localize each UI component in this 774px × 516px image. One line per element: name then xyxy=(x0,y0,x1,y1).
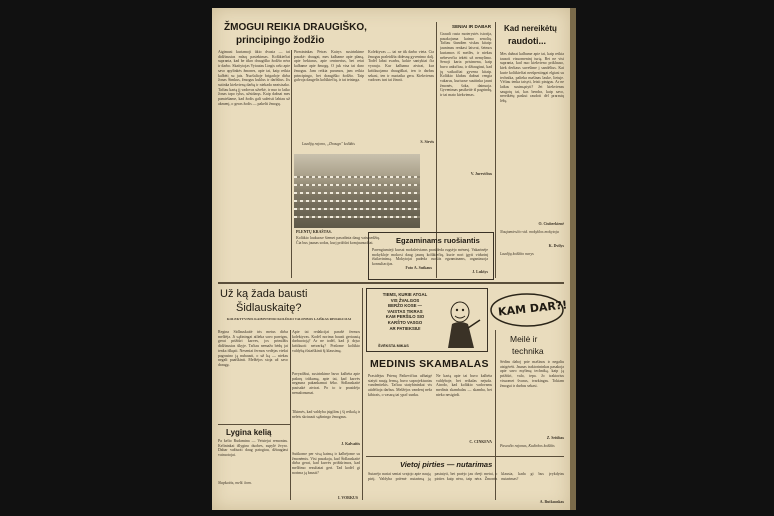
column3-author-note: Naujamiesčio vid. mokyklos mokytoja xyxy=(500,230,559,234)
meile-author-note: Pasvalio rajonas, Kudirkos kolūkis xyxy=(500,444,555,448)
lygina-text: Pa kelio Rudamina — Veisiejai remontas. Kelininkai išlygino duobes, supylė žvyro. Dabar važiuoti daug patogiau, džiaugiasi vairuotojai. xyxy=(218,439,288,458)
article-headline-line2: principingo žodžio xyxy=(236,35,325,46)
bausti-signature: J. Kalvaitis xyxy=(341,442,360,446)
photo-caption-title: PLENTŲ KRAŠTAS. xyxy=(296,230,332,234)
box-divider xyxy=(218,424,290,425)
exam-box-title: Egzaminams ruošiantis xyxy=(396,236,480,245)
vietoj-headline: Vietoj pirties — nutarimas xyxy=(400,460,493,469)
bausti-text-col1: Regina Šidlauskaitė tris metus dirba melžėja. Ji sąžiningai atlieka savo pareigas, gerai prižiūri karves, jos primilžis didžiausias ūkyje. Tačiau nemaža bėdų jai tenka iškęsti. Neseniai fermos vedėjas viešai pagrasino ją nubausti, o už ką — niekas negali paaiškinti. Melžėjos stoja už savo draugę. xyxy=(218,330,288,367)
satire-line: AR PATIEKSIU! xyxy=(389,325,421,331)
satire-line: TIEMS, KURIE ATGAL xyxy=(382,292,428,297)
column-divider xyxy=(362,288,363,500)
column-divider xyxy=(495,22,496,278)
article1-text-col2: Pirmininkas Petras Kairys susirinkime pasakė: draugai, mes kalbame apie planą, apie hektarus, apie centnerius, bet retai kalbame apie žmogų. O juk visa tai daro žmogus. Jam reikia paramos, jam reikia principingo, bet draugiško žodžio. Taip galvoja daugelis kolūkiečių, ir tai teisinga. xyxy=(294,50,364,83)
satire-line: VAISTAS TIKRAS xyxy=(387,308,423,314)
photo-caption-text: Kolūkio laukuose šiemet pasodinta daug vaismedžių. Čia bus jaunas sodas, kurį prižiūri komjaunuoliai. xyxy=(296,236,380,245)
medinis-text-col1: Prasidėjus Prienų Patkevičius užbaigė statyti naują fermą, buvo suprojektuotas vandentiekis. Tačiau statybininkai vis atidėlioja darbus. Melžėjos vandenį neša kibirais, o vasarą tai ypač sunku. xyxy=(368,374,432,397)
field-photo xyxy=(294,154,420,228)
exam-box-signature: J. Lukšys xyxy=(472,270,488,274)
article-headline-line1: ŽMOGUI REIKIA DRAUGIŠKO, xyxy=(224,22,367,33)
article1-text-col3: Kolektyvas — tai ne tik darbo vieta. Čia žmogus praleidžia didesnę gyvenimo dalį. Todėl labai svarbu, kokie santykiai čia vyrauja. Kur kalbama atvirai, kur kritikuojama draugiškai, ten ir darbas sekasi, ten ir nuotaika gera. Kiekvienas vadovas turi tai žinoti. xyxy=(368,50,434,83)
column2-signature: V. Jurevičius xyxy=(470,172,492,176)
medinis-text-col2: Ne kartą apie tai buvo kalbėta valdyboje, bet reikalas nejuda. Atrodo, kad kolūkio vadovams medinis skambalas — skamba, bet nieko nesigirdi. xyxy=(436,374,492,397)
mid-letter-text: Sutikome per visą kaimą ir kalbėjome su žmonėmis. Visi pasakoja, kad Šidlauskaitė dirba gerai, kad karvės prižiūrimos, kad melžimo rezultatai geri. Tad kodėl gi norima ją bausti? xyxy=(292,452,360,475)
article1-author-note: Lazdijų rajono, „Draugo" kolūkis xyxy=(302,142,355,146)
column3-author-note2: Lazdijų kolūkio narys xyxy=(500,252,534,256)
column3-signature2: K. Dvilys xyxy=(548,244,564,248)
bausti-text-col2c: Tikimės, kad valdyba įsigilins į šį reikalą ir neleis skriausti sąžiningo žmogaus. xyxy=(292,410,360,419)
newspaper-page xyxy=(212,8,570,510)
column-divider xyxy=(291,50,292,278)
satire-line: BERŽO KOSE — xyxy=(388,303,422,309)
vietoj-text: Sutarėjo nariai seniai svajojo apie naują pirtį. Valdyba priėmė nutarimą ją pastatyti, bet praėjo jau dveji metai, o pirties kaip nėra, taip nėra. Žmonės klausia, kada gi bus įvykdytas nutarimas? xyxy=(368,472,564,481)
mid-letter-signature: I. VORKUS xyxy=(338,496,358,500)
satire-line: KARŠTO VASGO xyxy=(387,319,423,325)
bausti-text-col2: Apie tai redakcijai parašė fermos kolektyvas. Kodėl norima bausti geriausią darbuotoją? Ar ne todėl, kad ji drįso kritikuoti netvarką? Prašome kolūkio valdybą išsiaiškinti šį klausimą. xyxy=(292,330,360,353)
kam-dar-text: KAM DAR?! xyxy=(497,298,568,319)
satire-verse xyxy=(370,292,440,346)
vietoj-signature: A. Butkauskas xyxy=(539,500,564,504)
column3-headline-line2: raudoti... xyxy=(508,36,546,46)
medinis-signature: C. CINKEVA xyxy=(469,440,492,444)
lygina-title: Lygina kelią xyxy=(226,428,272,437)
meile-signature: Ž. Sriūbas xyxy=(546,436,564,440)
satire-line: VIS ŽVALGOS xyxy=(390,297,420,303)
page-edge xyxy=(570,8,576,510)
lygina-signature: Šlapkaitis, melž. kom. xyxy=(218,481,252,485)
bausti-text-col2b: Pavyzdžiui, susirinkime buvo kalbėta apie pašarų trūkumą, apie tai, kad karvės negauna pakankamai šėko. Šidlauskaitė pasisakė atvirai. Po to ir prasidėjo nemalonumai. xyxy=(292,372,360,395)
bausti-headline-line2: Šidlauskaitę? xyxy=(236,302,302,314)
article1-signature: S. Sirvis xyxy=(420,140,434,144)
exam-box-text: Parengiamieji kursai moksleiviams prasideda rugsėjo mėnesį. Vakarinėje mokykloje mokosi daug jaunų kolūkiečių, kurie nori įgyti vidurinį išsilavinimą. Mokytojai padeda ruoštis egzaminams, organizuoja konsultacijas. xyxy=(372,248,488,267)
column3-signature: O. Čiuberkienė xyxy=(538,222,564,226)
meile-headline-line1: Meilė ir xyxy=(510,334,538,344)
column2-header: SENIAI IR DABAR xyxy=(452,24,492,29)
bausti-subheadline: KOLEKTYVINIS KAIMYNINIO KOLŪKIO VALDYBOS LAIŠKAS REDAKCIJAI xyxy=(226,317,352,321)
column-divider xyxy=(290,330,291,500)
photo-credit: Foto A. Sutkaus xyxy=(405,266,432,270)
medinis-headline: MEDINIS SKAMBALAS xyxy=(370,358,489,370)
column3-headline-line1: Kad nereikėtų xyxy=(504,24,557,33)
horizontal-divider xyxy=(218,282,564,284)
bausti-headline-line1: Už ką žada bausti xyxy=(220,288,308,300)
column3-text: Mes dažnai kalbame apie tai, kaip reikia tausoti visuomeninį turtą. Bet ne visi supranta, kad nuo kiekvieno priklauso, kiek derliaus suvešime į sandėlius. Kai kurie kolūkiečiai nerūpestingai elgiasi su technika, palieka mašinas lauke, lietuje. Vėliau tenka taisyti, leisti pinigus. Ar ne laikas susimąstyti? Jei kiekvienas saugotų tai, kas bendra, kaip savo, nereikėtų paskui raudoti dėl prarastų lėšų. xyxy=(500,52,564,104)
cartoon-figure xyxy=(442,300,482,348)
horizontal-divider xyxy=(366,456,564,457)
article1-text-col1: Atgimusi kuriamoji ūkio dvasia — tai didžiausias mūsų pasiekimas. Kolūkiečiai supranta, kad be tikro draugiško žodžio nėra ir darbo. Skaitytojas Vytautas Lingis rašo apie savo apylinkės žmones, apie tai, kaip reikia kalbėti su jais. Nuošalioje brigadoje dirba Jonas Šimkus, žmogus kuklus ir darbštus. Jis sutinka kiekvieną darbą ir niekada neatsisako. Tačiau kartą jį vadovas užrėkė, ir nuo to laiko Jonas tapo tylus, užsidaręs. Kaip dažnai mes pamirštame, kad žodis gali sužeisti labiau už akmenį, o geras žodis — pakelti žmogų. xyxy=(218,50,290,106)
column2-text: Graudi rasta moterystės istorija, pasakojama kaimo senolių. Tačiau šiandien viskas kitaip: jaunimas renkasi laisvai, šeimos kuriamos iš meilės, ir niekas nebeverčia tekėti už nemylimo. Senoji karta prisimena, kaip buvo anksčiau, ir džiaugiasi, kad jų vaikaičiai gyvena kitaip. Kolūkio klubas dažnai rengia vakarus, kuriuose susitinka jauni žmonės, šoka, dainuoja. Gyvenimas pasikeitė iš pagrindų, ir tai mato kiekvienas. xyxy=(440,32,492,98)
meile-headline-line2: technika xyxy=(512,346,544,356)
meile-text: Sėdim daboj prie mašinos ir negaliu atsigėrėti. Jaunas traktorininkas pasakoja apie savo mylimą techniką, kaip ją prižiūri, valo, tepa. Jo traktorius visuomet švarus, tvarkingas. Tokiam žmogui ir darbas sekasi. xyxy=(500,360,564,388)
satire-author: ŠVĖKSTA MIKAS xyxy=(378,344,409,348)
satire-line: KAM PERŠILO SIO xyxy=(385,314,425,320)
